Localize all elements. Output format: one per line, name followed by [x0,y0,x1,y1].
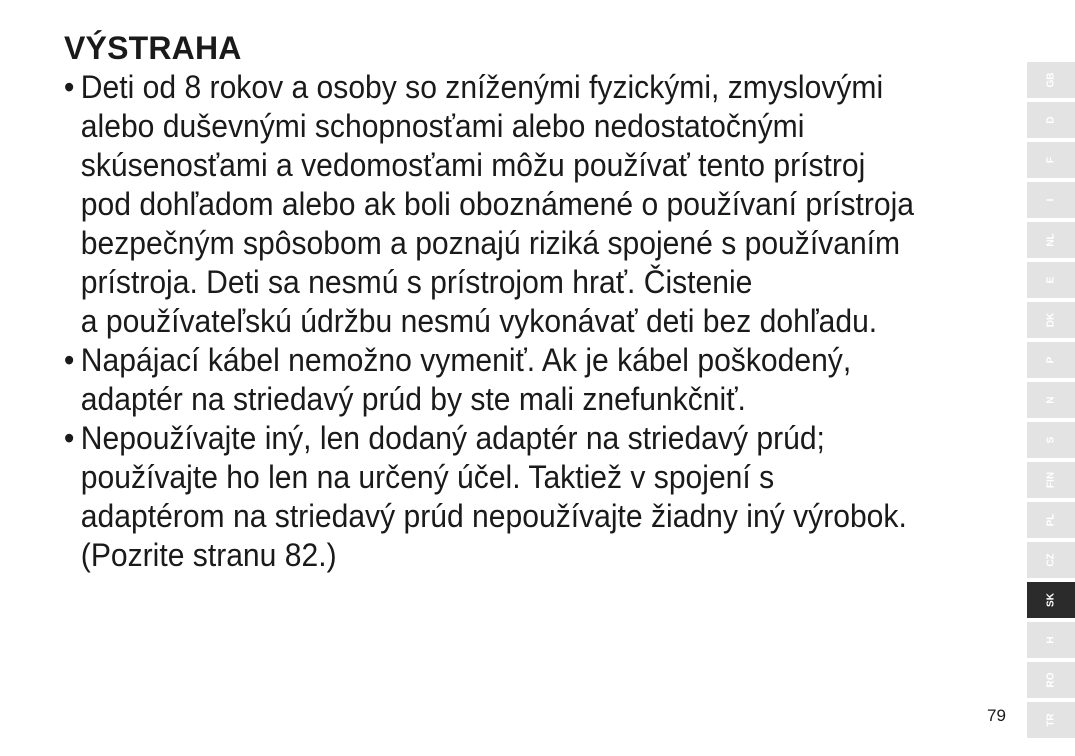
lang-tab-label: CZ [1045,553,1057,567]
warning-line: alebo duševnými schopnosťami alebo nedostatočnými [80,108,805,144]
lang-tab-nl[interactable] [1027,222,1075,258]
lang-tab-n[interactable] [1027,382,1075,418]
lang-tab-tr[interactable] [1027,702,1075,738]
lang-tab-label: S [1045,436,1057,444]
lang-tab-sk[interactable] [1027,582,1075,618]
lang-tab-ro[interactable] [1027,662,1075,698]
warning-line: Deti od 8 rokov a osoby so zníženými fyzickými, zmyslovými [80,69,884,105]
lang-tab-label: TR [1045,713,1057,727]
page-number: 79 [987,706,1006,725]
warning-list [62,68,1017,575]
main-content [62,28,1017,575]
bullet-icon: • [63,69,75,105]
lang-tab-d[interactable] [1027,102,1075,138]
lang-tab-label: GB [1045,72,1057,88]
bullet-icon: • [63,342,75,378]
lang-tab-i[interactable] [1027,182,1075,218]
warning-line: používajte ho len na určený účel. Taktiež v spojení s [80,459,775,495]
warning-line: (Pozrite stranu 82.) [80,537,337,573]
lang-tab-cz[interactable] [1027,542,1075,578]
lang-tab-label: E [1045,276,1057,284]
warning-line: Napájací kábel nemožno vymeniť. Ak je kábel poškodený, [80,342,852,378]
warning-line: pod dohľadom alebo ak boli oboznámené o používaní prístroja [80,186,914,222]
lang-tab-label: DK [1045,312,1057,328]
lang-tab-f[interactable] [1027,142,1075,178]
language-tab-strip [1027,62,1075,742]
warning-item-1 [62,68,1021,341]
warning-line: Nepoužívajte iný, len dodaný adaptér na striedavý prúd; [80,420,825,456]
warning-line: adaptér na striedavý prúd by ste mali znefunkčniť. [80,381,746,417]
lang-tab-label: SK [1045,593,1057,607]
lang-tab-gb[interactable] [1027,62,1075,98]
bullet-icon: • [63,420,75,456]
warning-item-2 [62,341,1021,419]
lang-tab-label: PL [1045,513,1057,527]
lang-tab-h[interactable] [1027,622,1075,658]
lang-tab-pl[interactable] [1027,502,1075,538]
lang-tab-dk[interactable] [1027,302,1075,338]
warning-line: a používateľskú údržbu nesmú vykonávať deti bez dohľadu. [80,303,878,339]
lang-tab-label: RO [1045,672,1057,688]
lang-tab-e[interactable] [1027,262,1075,298]
lang-tab-label: D [1045,116,1057,124]
lang-tab-p[interactable] [1027,342,1075,378]
lang-tab-fin[interactable] [1027,462,1075,498]
warning-line: adaptérom na striedavý prúd nepoužívajte žiadny iný výrobok. [80,498,907,534]
lang-tab-s[interactable] [1027,422,1075,458]
lang-tab-label: FIN [1045,471,1057,489]
warning-item-3 [62,419,1021,575]
lang-tab-label: P [1045,356,1057,364]
warning-line: bezpečným spôsobom a poznajú riziká spojené s používaním [80,225,901,261]
lang-tab-label: NL [1045,233,1057,247]
lang-tab-label: N [1045,396,1057,404]
lang-tab-label: H [1045,636,1057,644]
warning-heading: VÝSTRAHA [64,30,242,66]
lang-tab-label: I [1045,198,1057,202]
warning-line: prístroja. Deti sa nesmú s prístrojom hrať. Čistenie [80,264,753,300]
lang-tab-label: F [1045,156,1057,164]
warning-line: skúsenosťami a vedomosťami môžu používať tento prístroj [80,147,866,183]
